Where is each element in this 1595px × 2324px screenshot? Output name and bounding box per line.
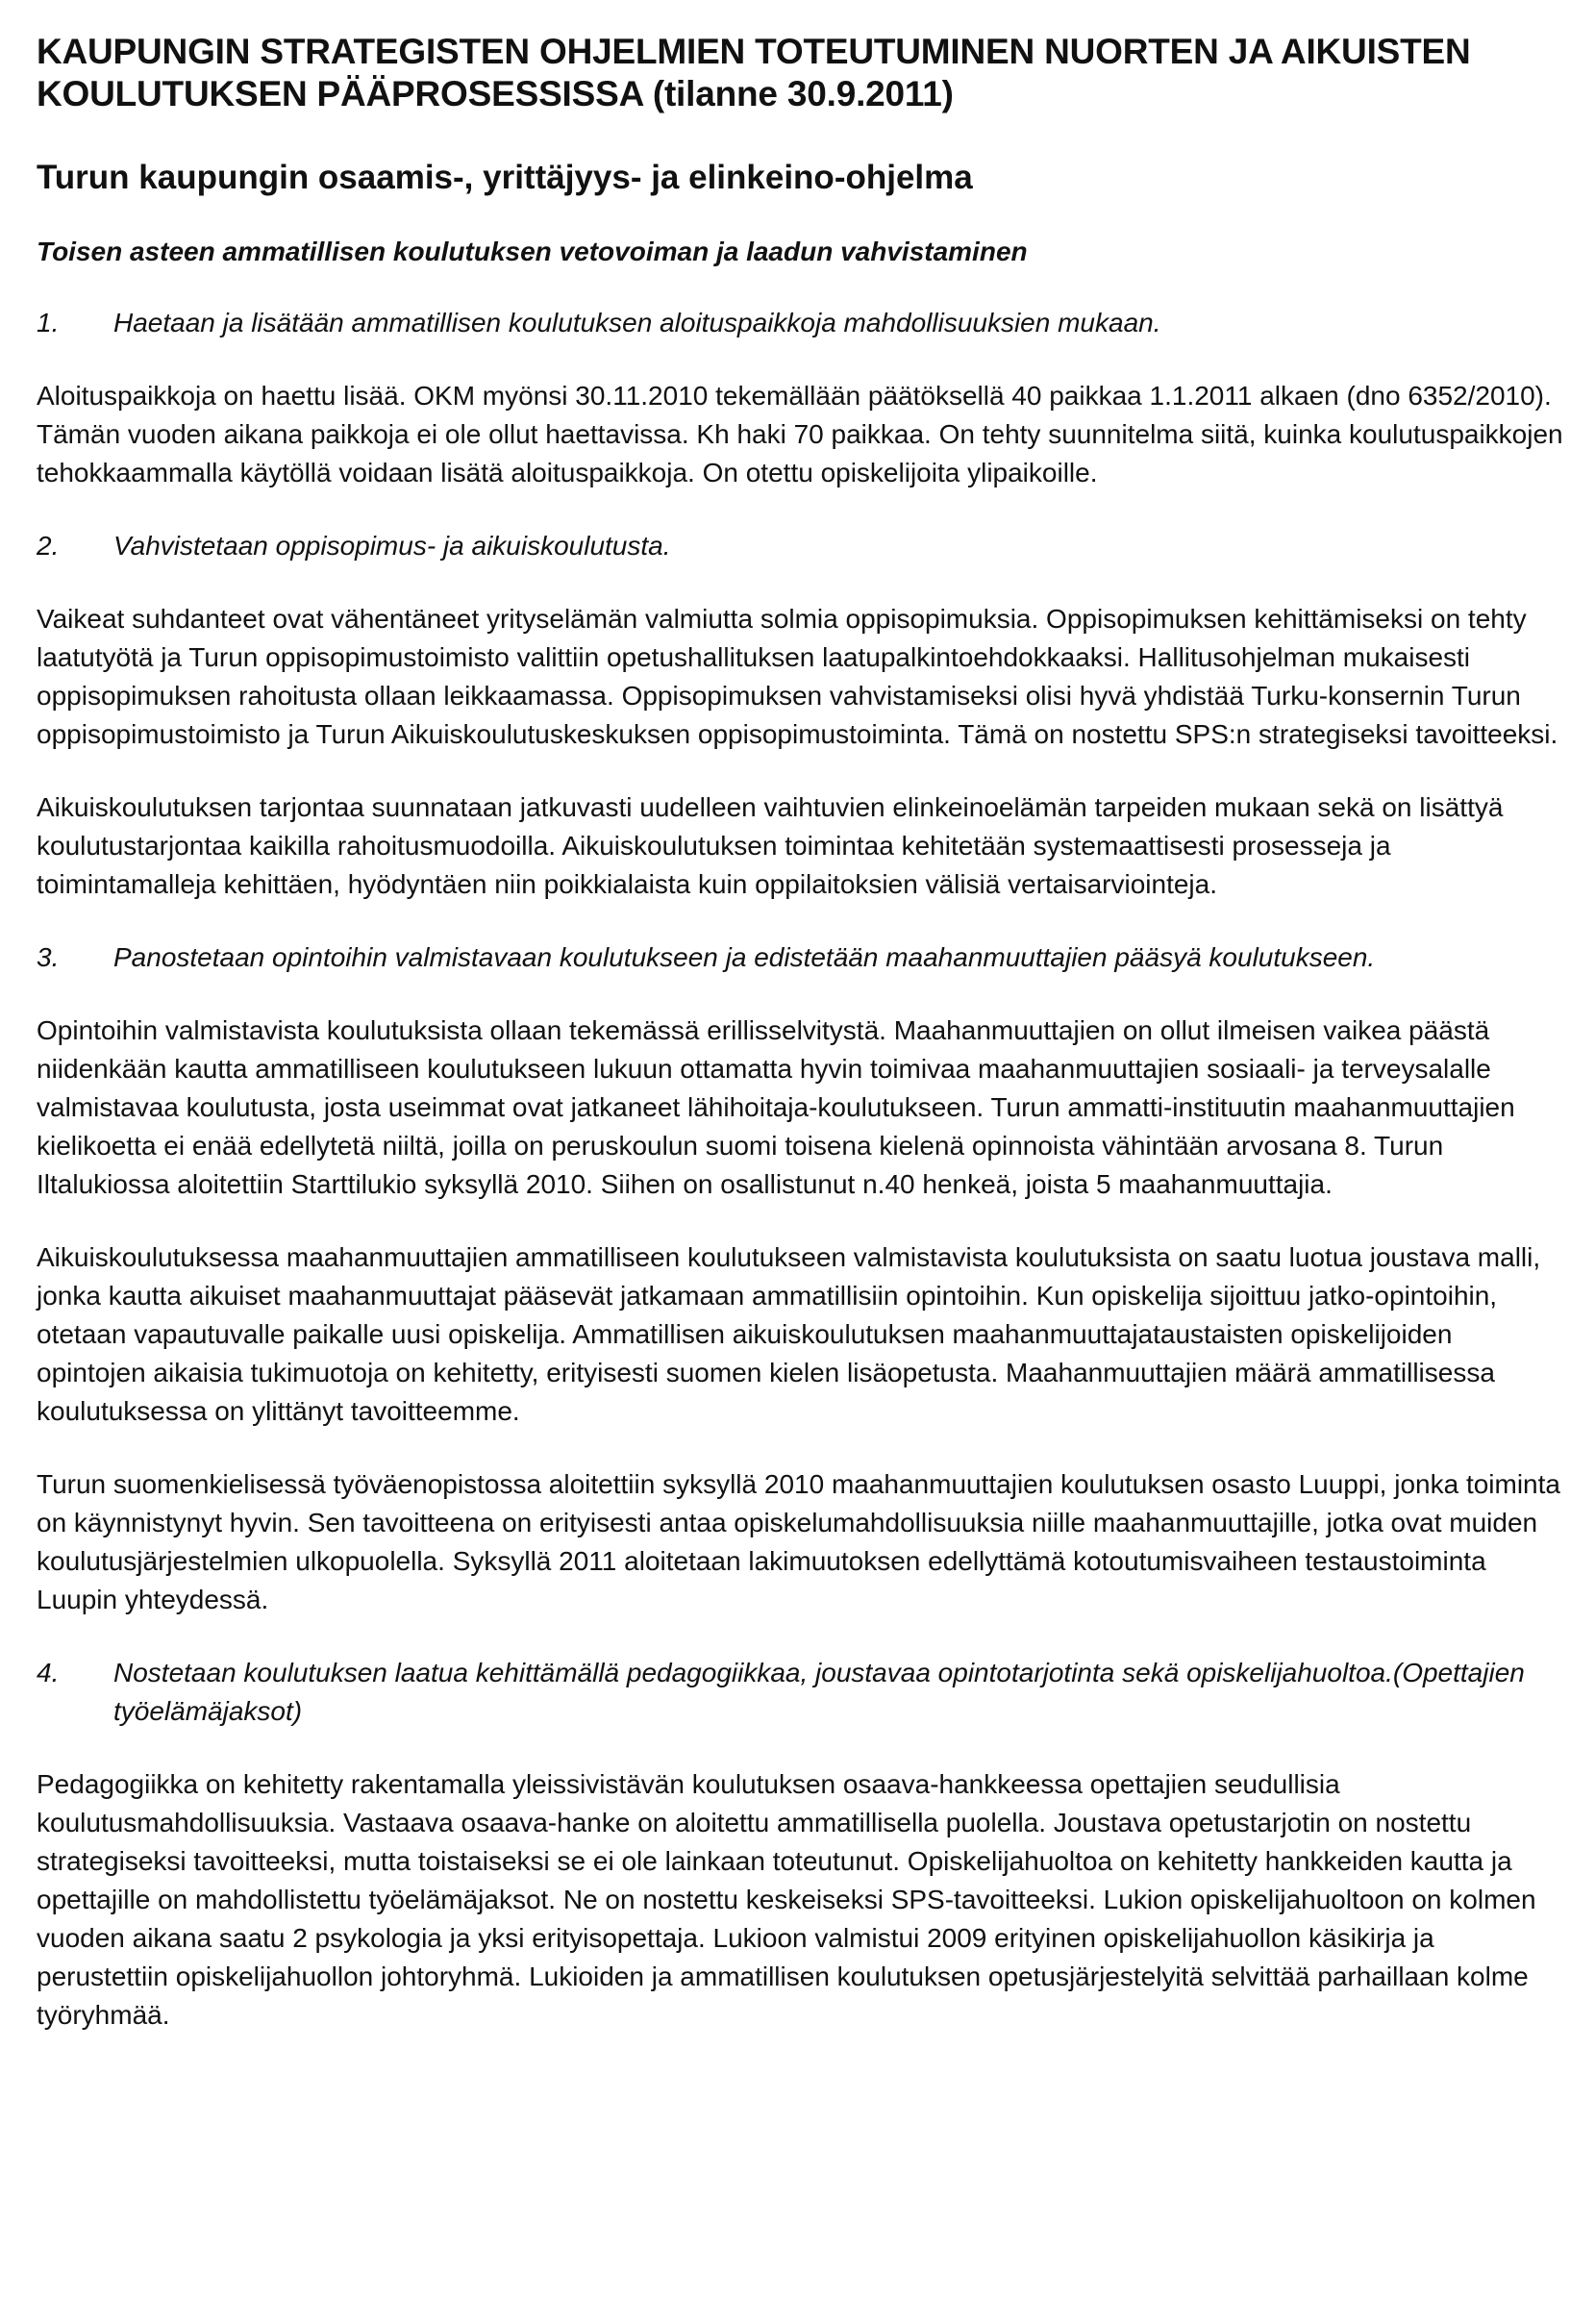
item-heading-4 <box>37 1654 1565 1731</box>
item-heading-text: Panostetaan opintoihin valmistavaan koulutukseen ja edistetään maahanmuuttajien pääsyä koulutukseen. <box>113 942 1376 972</box>
paragraph: Turun suomenkielisessä työväenopistossa aloitettiin syksyllä 2010 maahanmuuttajien koulutuksen osasto Luuppi, jonka toiminta on käynnistynyt hyvin. Sen tavoitteena on erityisesti antaa opiskelumahdollisuuksia niille maahanmuuttajille, jotka ovat muiden koulutusjärjestelmien ulkopuolella. Syksyllä 2011 aloitetaan lakimuutoksen edellyttämä kotoutumisvaiheen testaustoiminta Luupin yhteydessä. <box>37 1469 1560 1614</box>
item-heading-3 <box>37 938 1565 977</box>
item-number: 1. <box>37 308 60 337</box>
paragraph: Aikuiskoulutuksessa maahanmuuttajien ammatilliseen koulutukseen valmistavista koulutuksista on saatu luotua joustava malli, jonka kautta aikuiset maahanmuuttajat pääsevät jatkamaan ammatillisiin opintoihin. Kun opiskelija sijoittuu jatko-opintoihin, otetaan vapautuvalle paikalle uusi opiskelija. Ammatillisen aikuiskoulutuksen maahanmuuttajataustaisten opiskelijoiden opintojen aikaisia tukimuotoja on kehitetty, erityisesti suomen kielen lisäopetusta. Maahanmuuttajien määrä ammatillisessa koulutuksessa on ylittänyt tavoitteemme. <box>37 1242 1541 1426</box>
paragraph: Aikuiskoulutuksen tarjontaa suunnataan jatkuvasti uudelleen vaihtuvien elinkeinoelämän tarpeiden mukaan sekä on lisättyä koulutustarjontaa kaikilla rahoitusmuodoilla. Aikuiskoulutuksen toimintaa kehitetään systemaattisesti prosesseja ja toimintamalleja kehittäen, hyödyntäen niin poikkialaista kuin oppilaitoksien välisiä vertaisarviointeja. <box>37 792 1504 899</box>
item-number: 3. <box>37 942 60 972</box>
item-heading-text: Haetaan ja lisätään ammatillisen koulutuksen aloituspaikkoja mahdollisuuksien mukaan. <box>113 308 1161 337</box>
item-heading-2 <box>37 527 1565 565</box>
paragraph: Aloituspaikkoja on haettu lisää. OKM myönsi 30.11.2010 tekemällään päätöksellä 40 paikkaa 1.1.2011 alkaen (dno 6352/2010). Tämän vuoden aikana paikkoja ei ole ollut haettavissa. Kh haki 70 paikkaa. On tehty suunnitelma siitä, kuinka koulutuspaikkojen tehokkaammalla käytöllä voidaan lisätä aloituspaikkoja. On otettu opiskelijoita ylipaikoille. <box>37 381 1563 487</box>
paragraph: Opintoihin valmistavista koulutuksista ollaan tekemässä erillisselvitystä. Maahanmuuttajien on ollut ilmeisen vaikea päästä niidenkään kautta ammatilliseen koulutukseen lukuun ottamatta hyvin toimivaa maahanmuuttajien sosiaali- ja terveysalalle valmistavaa koulutusta, josta useimmat ovat jatkaneet lähihoitaja-koulutukseen. Turun ammatti-instituutin maahanmuuttajien kielikoetta ei enää edellytetä niiltä, joilla on peruskoulun suomi toisena kielenä opinnoista vähintään arvosana 8. Turun Iltalukiossa aloitettiin Starttilukio syksyllä 2010. Siihen on osallistunut n.40 henkeä, joista 5 maahanmuuttajia. <box>37 1015 1515 1199</box>
goal-heading: Toisen asteen ammatillisen koulutuksen vetovoiman ja laadun vahvistaminen <box>37 237 1028 266</box>
item-number: 4. <box>37 1658 60 1687</box>
item-heading-text: Vahvistetaan oppisopimus- ja aikuiskoulutusta. <box>113 531 671 561</box>
program-title: Turun kaupungin osaamis-, yrittäjyys- ja elinkeino-ohjelma <box>37 159 973 196</box>
item-heading-1 <box>37 304 1565 342</box>
item-number: 2. <box>37 531 60 561</box>
document-page <box>37 31 1565 2035</box>
item-heading-text: Nostetaan koulutuksen laatua kehittämällä pedagogiikkaa, joustavaa opintotarjotinta sekä opiskelijahuoltoa.(Opettajien työelämäjaksot) <box>113 1658 1525 1726</box>
paragraph: Pedagogiikka on kehitetty rakentamalla yleissivistävän koulutuksen osaava-hankkeessa opettajien seudullisia koulutusmahdollisuuksia. Vastaava osaava-hanke on aloitettu ammatillisella puolella. Joustava opetustarjotin on nostettu strategiseksi tavoitteeksi, mutta toistaiseksi se ei ole lainkaan toteutunut. Opiskelijahuoltoa on kehitetty hankkeiden kautta ja opettajille on mahdollistettu työelämäjaksot. Ne on nostettu keskeiseksi SPS-tavoitteeksi. Lukion opiskelijahuoltoon on kolmen vuoden aikana saatu 2 psykologia ja yksi erityisopettaja. Lukioon valmistui 2009 erityinen opiskelijahuollon käsikirja ja perustettiin opiskelijahuollon johtoryhmä. Lukioiden ja ammatillisen koulutuksen opetusjärjestelyitä selvittää parhaillaan kolme työryhmää. <box>37 1769 1536 2030</box>
document-title: KAUPUNGIN STRATEGISTEN OHJELMIEN TOTEUTUMINEN NUORTEN JA AIKUISTEN KOULUTUKSEN PÄÄPROSESSISSA (tilanne 30.9.2011) <box>37 32 1471 113</box>
paragraph: Vaikeat suhdanteet ovat vähentäneet yrityselämän valmiutta solmia oppisopimuksia. Oppisopimuksen kehittämiseksi on tehty laatutyötä ja Turun oppisopimustoimisto valittiin opetushallituksen laatupalkintoehdokkaaksi. Hallitusohjelman mukaisesti oppisopimuksen rahoitusta ollaan leikkaamassa. Oppisopimuksen vahvistamiseksi olisi hyvä yhdistää Turku-konsernin Turun oppisopimustoimisto ja Turun Aikuiskoulutuskeskuksen oppisopimustoiminta. Tämä on nostettu SPS:n strategiseksi tavoitteeksi. <box>37 604 1558 749</box>
